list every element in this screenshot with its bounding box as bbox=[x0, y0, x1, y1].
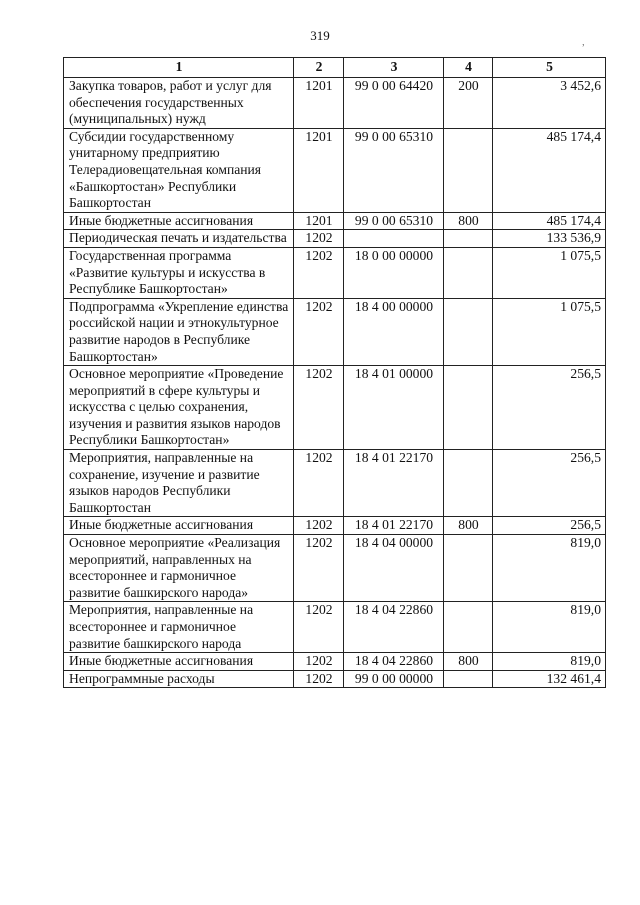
page-number: 319 bbox=[310, 28, 330, 43]
row-amount: 1 075,5 bbox=[493, 298, 606, 365]
table-row bbox=[64, 128, 606, 212]
row-amount: 485 174,4 bbox=[493, 212, 606, 230]
header-col-3: 3 bbox=[344, 58, 444, 78]
row-name: Периодическая печать и издательства bbox=[64, 230, 294, 248]
row-amount: 3 452,6 bbox=[493, 78, 606, 129]
header-col-5: 5 bbox=[493, 58, 606, 78]
row-code: 18 4 01 22170 bbox=[344, 517, 444, 535]
row-section: 1202 bbox=[294, 366, 344, 450]
table-row bbox=[64, 230, 606, 248]
header-row bbox=[64, 58, 606, 78]
row-name: Мероприятия, направленные на сохранение, изучение и развитие языков народов Республики Башкортостан bbox=[64, 450, 294, 517]
row-type bbox=[444, 230, 493, 248]
row-name: Субсидии государственному унитарному предприятию Телерадиовещательная компания «Башкортостан» Республики Башкортостан bbox=[64, 128, 294, 212]
row-section: 1202 bbox=[294, 535, 344, 602]
row-section: 1202 bbox=[294, 230, 344, 248]
row-amount: 133 536,9 bbox=[493, 230, 606, 248]
row-name: Закупка товаров, работ и услуг для обеспечения государственных (муниципальных) нужд bbox=[64, 78, 294, 129]
row-type bbox=[444, 450, 493, 517]
row-type bbox=[444, 298, 493, 365]
row-amount: 819,0 bbox=[493, 653, 606, 671]
row-amount: 256,5 bbox=[493, 366, 606, 450]
row-section: 1201 bbox=[294, 128, 344, 212]
row-amount: 819,0 bbox=[493, 535, 606, 602]
table-row bbox=[64, 212, 606, 230]
header-col-2: 2 bbox=[294, 58, 344, 78]
row-name: Непрограммные расходы bbox=[64, 670, 294, 688]
row-section: 1202 bbox=[294, 653, 344, 671]
row-type bbox=[444, 535, 493, 602]
row-section: 1201 bbox=[294, 78, 344, 129]
table-row bbox=[64, 247, 606, 298]
row-name: Мероприятия, направленные на всестороннее и гармоничное развитие башкирского народа bbox=[64, 602, 294, 653]
row-type bbox=[444, 602, 493, 653]
row-type bbox=[444, 128, 493, 212]
row-name: Государственная программа «Развитие культуры и искусства в Республике Башкортостан» bbox=[64, 247, 294, 298]
row-type: 800 bbox=[444, 517, 493, 535]
row-section: 1202 bbox=[294, 450, 344, 517]
table-row bbox=[64, 602, 606, 653]
row-code bbox=[344, 230, 444, 248]
budget-table bbox=[63, 57, 606, 688]
row-name: Иные бюджетные ассигнования bbox=[64, 653, 294, 671]
row-code: 18 4 01 22170 bbox=[344, 450, 444, 517]
row-code: 18 4 04 22860 bbox=[344, 602, 444, 653]
table-row bbox=[64, 670, 606, 688]
table-row bbox=[64, 298, 606, 365]
row-name: Подпрограмма «Укрепление единства российской нации и этнокультурное развитие народов в Республике Башкортостан» bbox=[64, 298, 294, 365]
row-name: Иные бюджетные ассигнования bbox=[64, 517, 294, 535]
table-row bbox=[64, 78, 606, 129]
row-amount: 485 174,4 bbox=[493, 128, 606, 212]
row-type: 800 bbox=[444, 653, 493, 671]
row-amount: 819,0 bbox=[493, 602, 606, 653]
row-section: 1202 bbox=[294, 298, 344, 365]
row-section: 1202 bbox=[294, 602, 344, 653]
row-type bbox=[444, 247, 493, 298]
row-type bbox=[444, 366, 493, 450]
row-section: 1202 bbox=[294, 670, 344, 688]
table-row bbox=[64, 535, 606, 602]
row-section: 1202 bbox=[294, 247, 344, 298]
row-amount: 256,5 bbox=[493, 517, 606, 535]
row-code: 18 4 04 00000 bbox=[344, 535, 444, 602]
row-section: 1201 bbox=[294, 212, 344, 230]
corner-mark: , bbox=[582, 36, 585, 48]
row-code: 18 4 04 22860 bbox=[344, 653, 444, 671]
row-name: Основное мероприятие «Проведение мероприятий в сфере культуры и искусства с целью сохранения, изучения и развития языков народов Республики Башкортостан» bbox=[64, 366, 294, 450]
header-col-4: 4 bbox=[444, 58, 493, 78]
row-amount: 256,5 bbox=[493, 450, 606, 517]
row-code: 18 0 00 00000 bbox=[344, 247, 444, 298]
row-type bbox=[444, 670, 493, 688]
row-code: 99 0 00 65310 bbox=[344, 128, 444, 212]
row-name: Основное мероприятие «Реализация мероприятий, направленных на всестороннее и гармоничное развитие башкирского народа» bbox=[64, 535, 294, 602]
table-row bbox=[64, 517, 606, 535]
row-amount: 132 461,4 bbox=[493, 670, 606, 688]
row-code: 99 0 00 00000 bbox=[344, 670, 444, 688]
row-amount: 1 075,5 bbox=[493, 247, 606, 298]
row-type: 200 bbox=[444, 78, 493, 129]
table-row bbox=[64, 450, 606, 517]
table-row bbox=[64, 366, 606, 450]
row-name: Иные бюджетные ассигнования bbox=[64, 212, 294, 230]
row-section: 1202 bbox=[294, 517, 344, 535]
header-col-1: 1 bbox=[64, 58, 294, 78]
row-code: 99 0 00 64420 bbox=[344, 78, 444, 129]
row-code: 18 4 01 00000 bbox=[344, 366, 444, 450]
table-row bbox=[64, 653, 606, 671]
row-type: 800 bbox=[444, 212, 493, 230]
row-code: 99 0 00 65310 bbox=[344, 212, 444, 230]
row-code: 18 4 00 00000 bbox=[344, 298, 444, 365]
